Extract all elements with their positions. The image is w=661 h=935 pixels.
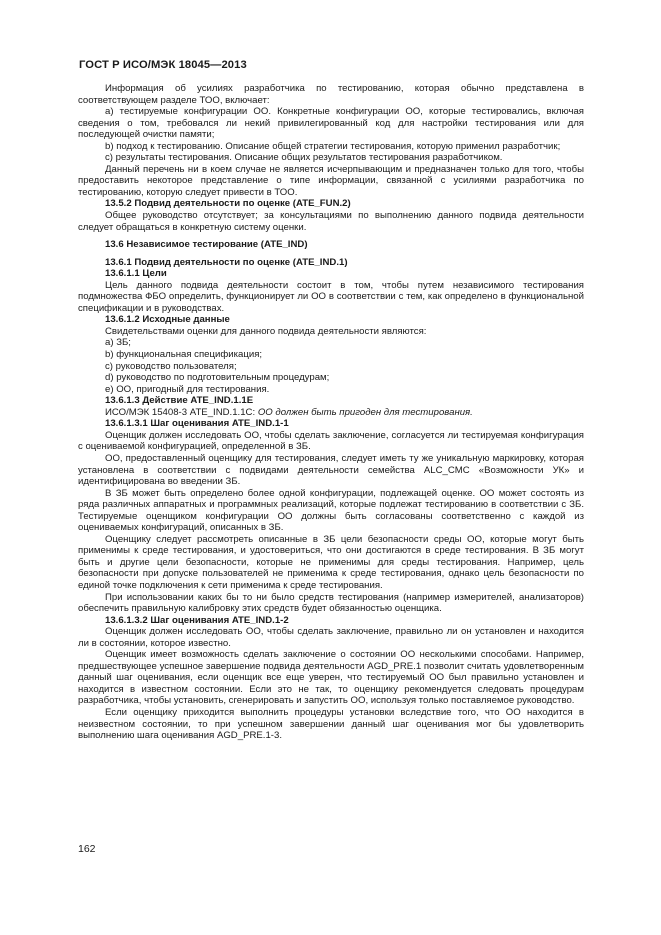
paragraph: Если оценщику приходится выполнить процедуры установки вследствие того, что ОО находится в неизвестном состоянии, то при успешном завершении данный шаг оценивания мог бы удовлетворить выполнению шага оценивания AGD_PRE.1-3. <box>78 706 584 742</box>
list-item: d) руководство по подготовительным процедурам; <box>105 372 330 384</box>
section-heading-13-6-1-3: 13.6.1.3 Действие ATE_IND.1.1E <box>105 395 254 407</box>
requirement-text: ОО должен быть пригоден для тестирования. <box>257 406 473 418</box>
paragraph: Оценщик должен исследовать ОО, чтобы сделать заключение, согласуется ли тестируемая конфигурация с оцениваемой конфигурацией, определенной в ЗБ. <box>78 429 584 453</box>
paragraph: При использовании каких бы то ни было средств тестирования (например измерителей, анализаторов) обеспечить правильную калибровку этих средств будет обязанностью оценщика. <box>78 591 584 615</box>
paragraph: Оценщику следует рассмотреть описанные в ЗБ цели безопасности среды ОО, которые могут быть применимы к среде тестирования, и удостовериться, что они достигаются в среде тестирования. В ЗБ могут быть и другие цели безопасности, которые не применимы для среды тестирования. Например, цель безопасности при допуске пользователей не применима к среде тестирования, однако цель безопасности по единой точке подключения к сети применима к среде тестирования. <box>78 533 584 591</box>
list-item: c) результаты тестирования. Описание общих результатов тестирования разработчиком. <box>105 152 503 164</box>
list-item: a) ЗБ; <box>105 337 131 349</box>
paragraph: Общее руководство отсутствует; за консультациями по выполнению данного подвида деятельности следует обращаться в конкретную систему оценки. <box>78 210 584 233</box>
section-heading-13-6-1-3-1: 13.6.1.3.1 Шаг оценивания ATE_IND.1-1 <box>105 418 289 430</box>
paragraph: Свидетельствами оценки для данного подвида деятельности являются: <box>105 325 427 337</box>
list-item: c) руководство пользователя; <box>105 360 237 372</box>
requirement-line <box>78 407 584 419</box>
list-item: а) тестируемые конфигурации ОО. Конкретные конфигурации ОО, которые тестировались, включая сведения о том, требовался ли некий привилегированный код для настройки тестирования или для последующей очистки памяти; <box>78 106 584 141</box>
list-item: b) подход к тестированию. Описание общей стратегии тестирования, которую применил разработчик; <box>105 140 561 152</box>
paragraph: В ЗБ может быть определено более одной конфигурации, подлежащей оценке. ОО может состоять из ряда различных аппаратных и программных реализаций, которые подлежат тестированию в соответствии с ЗБ. Тестируемые оценщиком конфигурации ОО должны быть согласованы соответственно с каждой из оцениваемых конфигураций, описанных в ЗБ. <box>78 487 584 534</box>
paragraph: Оценщик должен исследовать ОО, чтобы сделать заключение, правильно ли он установлен и находится ли в состоянии, которое известно. <box>78 626 584 649</box>
list-item: b) функциональная спецификация; <box>105 349 263 361</box>
document-body <box>78 83 584 742</box>
section-heading-13-6-1: 13.6.1 Подвид деятельности по оценке (ATE_IND.1) <box>105 256 348 268</box>
section-heading-13-6-1-1: 13.6.1.1 Цели <box>105 268 167 280</box>
section-heading-13-6: 13.6 Независимое тестирование (ATE_IND) <box>105 239 308 251</box>
paragraph: ОО, предоставленный оценщику для тестирования, следует иметь ту же уникальную маркировку, которая установлена в соответствии с подвидами деятельности семейства ALC_CMC «Возможности УК» и идентифицирована во введении ЗБ. <box>78 452 584 488</box>
page-number: 162 <box>78 843 96 855</box>
paragraph: Цель данного подвида деятельности состоит в том, чтобы путем независимого тестирования подмножества ФБО определить, функционирует ли ОО в соответствии с тем, как определено в функциональной спецификации и в руководствах. <box>78 279 584 314</box>
section-heading-13-6-1-2: 13.6.1.2 Исходные данные <box>105 314 230 326</box>
requirement-label: ИСО/МЭК 15408-3 ATE_IND.1.1С: <box>105 406 256 418</box>
section-heading-13-6-1-3-2: 13.6.1.3.2 Шаг оценивания ATE_IND.1-2 <box>105 614 289 626</box>
document-header: ГОСТ Р ИСО/МЭК 18045—2013 <box>79 59 247 71</box>
paragraph: Оценщик имеет возможность сделать заключение о состоянии ОО несколькими способами. Например, предшествующее успешное завершение подвида деятельности AGD_PRE.1 позволит считать удовлетворенным данный шаг оценивания, если оценщик все еще уверен, что тестируемый ОО был правильно установлен и находится в известном состоянии. Если это не так, то оценщику рекомендуется следовать процедурам разработчика, чтобы установить, сгенерировать и запустить ОО, используя только поставляемое руководство. <box>78 649 584 707</box>
paragraph: Информация об усилиях разработчика по тестированию, которая обычно представлена в соответствующем разделе ТОО, включает: <box>78 83 584 106</box>
paragraph: Данный перечень ни в коем случае не является исчерпывающим и предназначен только для того, чтобы предоставить некоторое представление о типе информации, связанной с усилиями разработчика по тестированию, которую следует привести в ТОО. <box>78 163 584 198</box>
list-item: e) ОО, пригодный для тестирования. <box>105 383 270 395</box>
section-heading-13-5-2: 13.5.2 Подвид деятельности по оценке (ATE_FUN.2) <box>105 198 351 210</box>
